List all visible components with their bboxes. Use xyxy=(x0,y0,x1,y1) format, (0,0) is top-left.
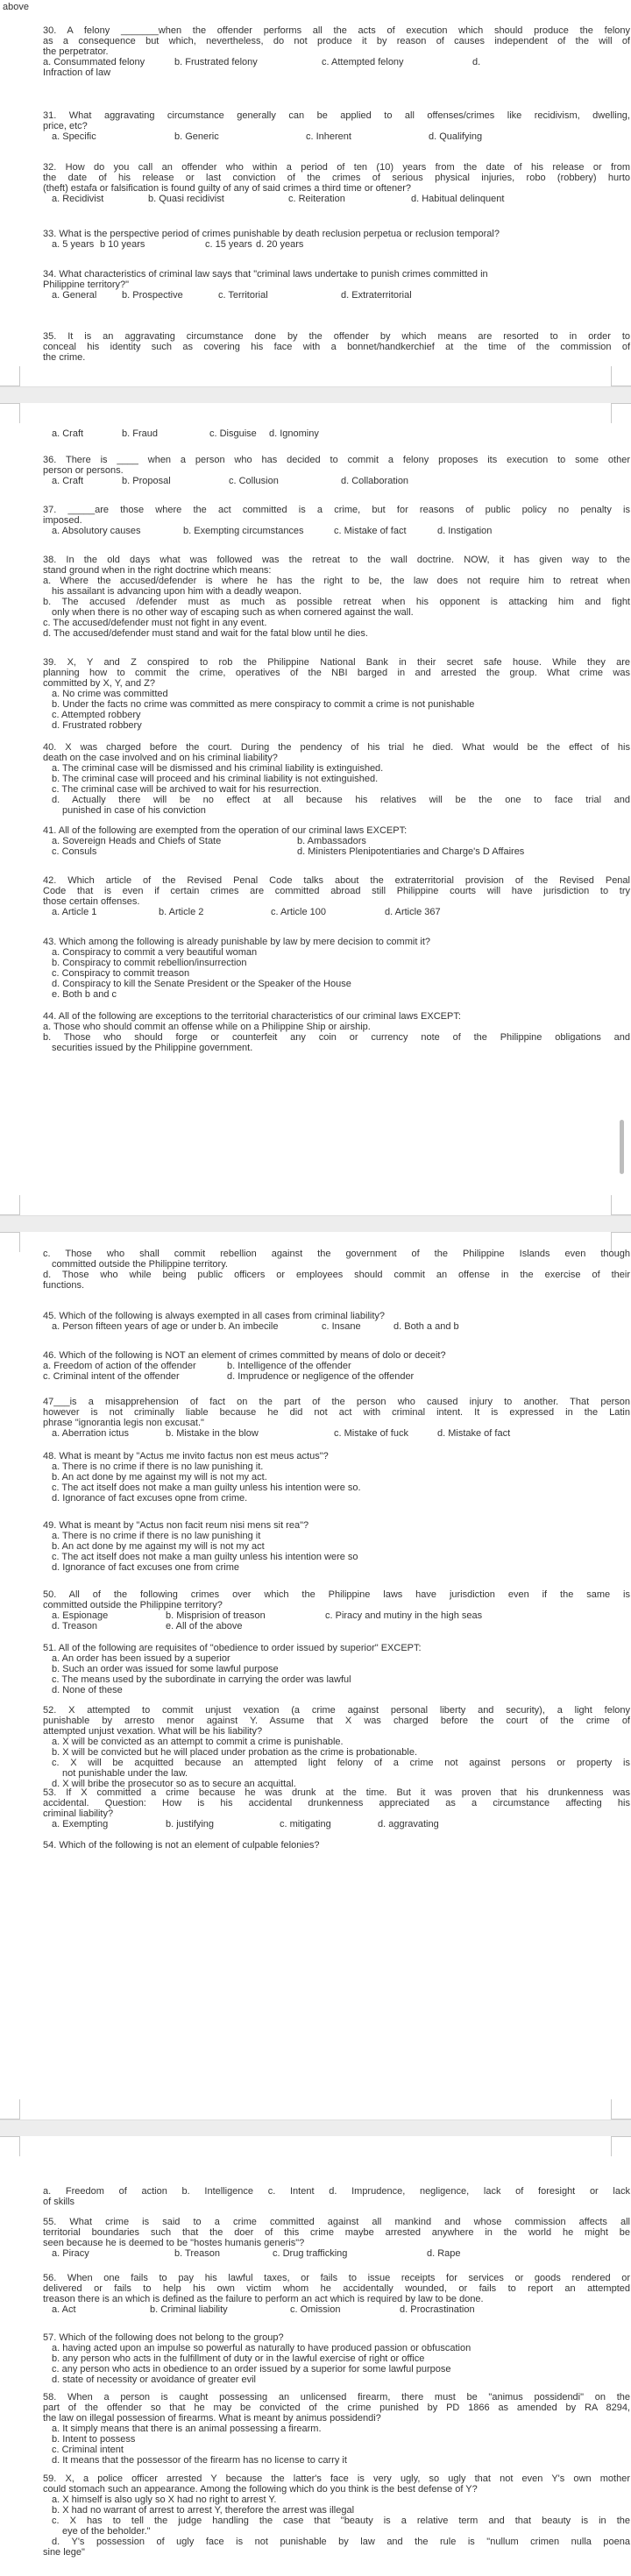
question-30 xyxy=(43,25,630,78)
question-57 xyxy=(43,2332,630,2385)
question-text: criminal liability? xyxy=(43,1808,114,1819)
option-b[interactable]: b. Frustrated felony xyxy=(174,57,258,67)
page-corner-mark xyxy=(611,2099,631,2120)
option-e[interactable]: e. All of the above xyxy=(166,1621,243,1631)
option-a-cont[interactable]: his assailant is advancing upon him with a deadly weapon. xyxy=(52,586,301,597)
question-32 xyxy=(43,162,630,204)
option-a[interactable]: a. There is no crime if there is no law punishing it xyxy=(52,1531,261,1541)
question-text: 45. Which of the following is always exempted in all cases from criminal liability? xyxy=(43,1311,386,1321)
question-48 xyxy=(43,1451,630,1504)
option-a[interactable]: a. Sovereign Heads and Chiefs of State xyxy=(52,836,222,846)
option-c[interactable]: c. The means used by the subordinate in carrying the order was lawful xyxy=(52,1674,351,1685)
option-c[interactable]: c. Attempted felony xyxy=(322,57,404,67)
question-text: delivered or fails to help his own victim whom he accidentally wounded, or fails to report an attempted xyxy=(43,2283,630,2294)
question-44 xyxy=(43,1011,630,1053)
option-b[interactable]: b. Fraud xyxy=(122,428,158,439)
option-c[interactable]: c. any person who acts in obedience to an order issued by a superior for some lawful purpose xyxy=(52,2364,451,2374)
page-corner-mark xyxy=(0,2099,20,2120)
option-d[interactable]: d. Both a and b xyxy=(393,1321,459,1332)
option-b[interactable]: b. Conspiracy to commit rebellion/insurrection xyxy=(52,958,247,968)
question-text: 52. X attempted to commit unjust vexation (a crime against personal liberty and security), a light felony xyxy=(43,1705,630,1716)
option-c[interactable]: c. The act itself does not make a man guilty unless his intention were so. xyxy=(52,1483,361,1493)
option-b[interactable]: b. An imbecile xyxy=(218,1321,279,1332)
option-d[interactable]: d. Frustrated robbery xyxy=(52,720,142,731)
question-49 xyxy=(43,1520,630,1573)
question-text: imposed. xyxy=(43,515,82,526)
option-b[interactable]: b. Proposal xyxy=(122,476,171,486)
option-c[interactable]: c. The act itself does not make a man guilty unless his intention were so xyxy=(52,1552,358,1562)
question-52 xyxy=(43,1705,630,1789)
scrollbar-thumb[interactable] xyxy=(620,1120,624,1174)
option-c-cont[interactable]: committed outside the Philippine territory. xyxy=(52,1259,228,1270)
page-4 xyxy=(0,2136,631,2576)
question-text: attempted unjust vexation. What will be his liability? xyxy=(43,1726,263,1737)
question-37 xyxy=(43,505,630,536)
question-text: 44. All of the following are exceptions to the territorial characteristics of our criminal laws EXCEPT: xyxy=(43,1011,461,1022)
question-54-options xyxy=(43,2186,630,2207)
option-d[interactable]: d. Rape xyxy=(427,2248,461,2259)
option-a[interactable]: a. General xyxy=(52,290,97,301)
option-d[interactable]: d. Article 367 xyxy=(385,907,441,917)
option-a[interactable]: a. X himself is also ugly so X had no right to arrest Y. xyxy=(52,2495,277,2505)
page-separator xyxy=(0,386,631,404)
option-d[interactable]: d. Mistake of fact xyxy=(437,1428,511,1439)
question-text: 36. There is ____ when a person who has decided to commit a felony proposes its execution to some other xyxy=(43,455,630,465)
option-c[interactable]: c. Mistake of fact xyxy=(334,526,407,536)
question-46 xyxy=(43,1350,630,1382)
option-b[interactable]: b. Quasi recidivist xyxy=(148,194,224,204)
question-47 xyxy=(43,1397,630,1439)
question-42 xyxy=(43,875,630,917)
option-b[interactable]: b. X will be convicted but he will placed under probation as the crime is probationable. xyxy=(52,1747,418,1758)
question-text: 59. X, a police officer arrested Y because the latter's face is very ugly, so ugly that not even Y's own mother xyxy=(43,2473,630,2484)
question-43 xyxy=(43,937,630,1000)
question-text: 35. It is an aggravating circumstance done by the offender by which means are resorted to in order to xyxy=(43,331,630,342)
question-text: Philippine territory?" xyxy=(43,280,130,290)
option-a[interactable]: a. Those who should commit an offense while on a Philippine Ship or airship. xyxy=(43,1022,371,1032)
option-b[interactable]: b. An act done by me against my will is not my act. xyxy=(52,1472,267,1483)
question-text: 34. What characteristics of criminal law says that "criminal laws undertake to punish crimes committed in xyxy=(43,269,488,280)
text-line: above xyxy=(3,2,29,12)
option-d[interactable]: d. Procrastination xyxy=(400,2304,475,2315)
question-31 xyxy=(43,110,630,142)
question-text: death on the case involved and on his criminal liability? xyxy=(43,753,278,763)
option-b[interactable]: b. The criminal case will proceed and his criminal liability is not extinguished. xyxy=(52,774,379,784)
options-line[interactable]: a. Freedom of action b. Intelligence c. Intent d. Imprudence, negligence, lack of foresight or lack xyxy=(43,2186,630,2197)
page-corner-mark xyxy=(0,1195,20,1215)
option-c[interactable]: c. Omission xyxy=(290,2304,341,2315)
question-text: 33. What is the perspective period of crimes punishable by death reclusion perpetua or reclusion temporal? xyxy=(43,229,500,239)
option-d[interactable]: d. Qualifying xyxy=(429,131,483,142)
question-text: price, etc? xyxy=(43,121,88,131)
option-a[interactable]: a. Aberration ictus xyxy=(52,1428,130,1439)
option-d[interactable]: d. Ignorance of fact excuses one from crime xyxy=(52,1562,239,1573)
option-d[interactable]: d. Collaboration xyxy=(341,476,409,486)
option-e[interactable]: e. Both b and c xyxy=(52,989,117,1000)
question-text: 53. If X committed a crime because he was drunk at the time. But it was proven that his drunkenness was xyxy=(43,1787,630,1798)
option-b[interactable]: b. The accused /defender must as much as possible retreat when his opponent is attacking him and fight xyxy=(43,597,630,607)
option-b-cont[interactable]: only when there is no other way of escaping such as when cornered against the wall. xyxy=(52,607,414,618)
option-a[interactable]: a. X will be convicted as an attempt to commit a crime is punishable. xyxy=(52,1737,344,1747)
option-c[interactable]: c. Inherent xyxy=(306,131,351,142)
option-b[interactable]: b. Treason xyxy=(174,2248,220,2259)
option-d[interactable]: d. The accused/defender must stand and wait for the fatal blow until he dies. xyxy=(43,628,368,639)
option-b[interactable]: b. Criminal liability xyxy=(150,2304,228,2315)
option-c[interactable]: c. The criminal case will be archived to wait for his resurrection. xyxy=(52,784,322,795)
option-c[interactable]: c. mitigating xyxy=(280,1819,331,1829)
question-text: 31. What aggravating circumstance generally can be applied to all offenses/crimes like recidivism, dwelling, xyxy=(43,110,630,121)
option-a[interactable]: a. Consummated felony xyxy=(43,57,145,67)
option-a[interactable]: a. Person fifteen years of age or under xyxy=(52,1321,216,1332)
question-text: committed by X, Y, and Z? xyxy=(43,678,155,689)
option-b[interactable]: b. Exempting circumstances xyxy=(183,526,304,536)
option-b[interactable]: b. Misprision of treason xyxy=(166,1610,266,1621)
question-text: seen because he is deemed to be "hostes humanis generis"? xyxy=(43,2238,305,2248)
option-b[interactable]: b. An act done by me against my will is not my act xyxy=(52,1541,265,1552)
option-d[interactable]: d. Conspiracy to kill the Senate President or the Speaker of the House xyxy=(52,979,351,989)
option-d-text[interactable]: Infraction of law xyxy=(43,67,111,78)
option-b[interactable]: b. any person who acts in the fulfillment of duty or in the lawful exercise of right or office xyxy=(52,2353,425,2364)
option-b[interactable]: b. Generic xyxy=(174,131,219,142)
option-b[interactable]: b. Prospective xyxy=(122,290,183,301)
question-35-options xyxy=(43,428,630,439)
option-a[interactable]: a. Exempting xyxy=(52,1819,109,1829)
page-3 xyxy=(0,1232,631,2119)
question-text: 51. All of the following are requisites of "obedience to order issued by superior" EXCEPT: xyxy=(43,1643,422,1653)
question-text: as a consequence but which, nevertheless, do not produce it by reason of causes independent of the will of xyxy=(43,36,630,46)
option-a[interactable]: a. Espionage xyxy=(52,1610,109,1621)
question-text: Code that is even if certain crimes are committed abroad still Philippine courts will have jurisdiction to try xyxy=(43,886,630,896)
question-text: 42. Which article of the Revised Penal Code talks about the extraterritorial provision of the Revised Penal xyxy=(43,875,630,886)
question-50 xyxy=(43,1589,630,1631)
option-a[interactable]: a. Craft xyxy=(52,428,84,439)
page-corner-mark xyxy=(0,403,20,423)
option-c[interactable]: c. Criminal intent of the offender xyxy=(43,1371,180,1382)
question-text: 37. _____are those where the act committed is a crime, but for reasons of public policy no penalty is xyxy=(43,505,630,515)
option-c[interactable]: c. Collusion xyxy=(229,476,279,486)
question-59 xyxy=(43,2473,630,2558)
question-text: 58. When a person is caught possessing an unlicensed firearm, there must be "animus possidendi" on the xyxy=(43,2392,630,2403)
option-d[interactable]: d. It means that the possessor of the firearm has no license to carry it xyxy=(52,2455,347,2466)
option-a[interactable]: a. 5 years xyxy=(52,239,95,250)
question-text: 40. X was charged before the court. During the pendency of his trial he died. What would be the effect of his xyxy=(43,742,630,753)
option-c[interactable]: c. Territorial xyxy=(218,290,268,301)
option-b[interactable]: b. Intelligence of the offender xyxy=(227,1361,351,1371)
option-c[interactable]: c. 15 years xyxy=(205,239,252,250)
question-text: 38. In the old days what was followed was the retreat to the wall doctrine. NOW, it has given way to the xyxy=(43,555,630,565)
option-c-cont[interactable]: not punishable under the law. xyxy=(62,1768,188,1779)
question-text: (theft) estafa or falsification is found guilty of any of said crimes a third time or oftener? xyxy=(43,183,412,194)
question-33 xyxy=(43,229,630,250)
option-a[interactable]: a. No crime was committed xyxy=(52,689,168,699)
option-a[interactable]: a. Piracy xyxy=(52,2248,89,2259)
question-text: 39. X, Y and Z conspired to rob the Philippine National Bank in their secret safe house. While they are xyxy=(43,657,630,668)
question-text: the perpetrator. xyxy=(43,46,109,57)
option-d[interactable]: d. Extraterritorial xyxy=(341,290,412,301)
option-a[interactable]: a. Absolutory causes xyxy=(52,526,141,536)
option-b[interactable]: b. Mistake in the blow xyxy=(166,1428,259,1439)
option-a[interactable]: a. Conspiracy to commit a very beautiful woman xyxy=(52,947,258,958)
option-a[interactable]: a. Freedom of action of the offender xyxy=(43,1361,196,1371)
option-d[interactable]: d. aggravating xyxy=(378,1819,439,1829)
question-55 xyxy=(43,2217,630,2259)
option-b[interactable]: b. Those who should forge or counterfeit any coin or currency note of the Philippine obligations and xyxy=(43,1032,630,1043)
question-text: committed outside the Philippine territory? xyxy=(43,1600,223,1610)
option-a[interactable]: a. Where the accused/defender is where he has the right to be, the law does not require him to retreat when xyxy=(43,576,630,586)
option-a[interactable]: a. The criminal case will be dismissed and his criminal liability is extinguished. xyxy=(52,763,384,774)
option-d-cont[interactable]: functions. xyxy=(43,1280,85,1291)
option-b[interactable]: b. Ambassadors xyxy=(297,836,366,846)
option-c[interactable]: c. Insane xyxy=(322,1321,361,1332)
page-corner-mark xyxy=(611,1195,631,1215)
question-text: territorial boundaries such that the doer of this crime maybe arrested anywhere in the world he might be xyxy=(43,2227,630,2238)
question-38 xyxy=(43,555,630,639)
page-corner-mark xyxy=(0,2136,20,2156)
option-c[interactable]: c. Article 100 xyxy=(271,907,326,917)
question-text: however is not criminally liable because he did not act with criminal intent. It is expressed in the Latin xyxy=(43,1407,630,1418)
option-a[interactable]: a. Recidivist xyxy=(52,194,104,204)
question-text: 55. What crime is said to a crime committed against all mankind and whose commission affects all xyxy=(43,2217,630,2227)
option-c[interactable]: c. Reiteration xyxy=(288,194,345,204)
option-d[interactable]: d. Actually there will be no effect at all because his relatives will be the one to face trial and xyxy=(52,795,630,805)
question-text: the crime. xyxy=(43,352,86,363)
question-54 xyxy=(43,1840,630,1851)
option-c[interactable]: c. X will be acquitted because an attempted light felony of a crime not against persons or property is xyxy=(52,1758,630,1768)
option-a[interactable]: a. Craft xyxy=(52,476,84,486)
option-d[interactable]: d. Instigation xyxy=(437,526,493,536)
option-c[interactable]: c. Mistake of fuck xyxy=(334,1428,408,1439)
question-text: 49. What is meant by "Actus non facit reum nisi mens sit rea"? xyxy=(43,1520,309,1531)
question-text: treason there is an which is defined as the failure to perform an act which is required by law to be done. xyxy=(43,2294,484,2304)
option-c[interactable]: c. Those who shall commit rebellion against the government of the Philippine Islands even though xyxy=(43,1249,630,1259)
option-d[interactable]: d. Those who while being public officers or employees should commit an offense in the exercise of their xyxy=(43,1270,630,1280)
question-35 xyxy=(43,331,630,363)
question-text: those certain offenses. xyxy=(43,896,140,907)
question-text: person or persons. xyxy=(43,465,124,476)
option-b[interactable]: b. Intent to possess xyxy=(52,2434,136,2445)
page-corner-mark xyxy=(611,2136,631,2156)
question-fragment xyxy=(3,2,590,12)
option-c[interactable]: c. Consuls xyxy=(52,846,97,857)
page-corner-mark xyxy=(0,1232,20,1252)
option-d[interactable]: d. Imprudence or negligence of the offender xyxy=(227,1371,415,1382)
option-a[interactable]: a. having acted upon an impulse so powerful as naturally to have produced passion or obfuscation xyxy=(52,2343,471,2353)
option-d[interactable]: d. Treason xyxy=(52,1621,97,1631)
option-d-cont[interactable]: sine lege" xyxy=(43,2547,85,2558)
question-text: 47___is a misapprehension of fact on the part of the person who caused injury to another. That person xyxy=(43,1397,630,1407)
option-a[interactable]: a. An order has been issued by a superior xyxy=(52,1653,230,1664)
page-separator xyxy=(0,1215,631,1233)
question-34 xyxy=(43,269,630,301)
option-d[interactable]: d. Ministers Plenipotentiaries and Charge's D Affaires xyxy=(297,846,525,857)
option-b[interactable]: b. Under the facts no crime was committed as mere conspiracy to commit a crime is not punishable xyxy=(52,699,475,710)
question-51 xyxy=(43,1643,630,1695)
option-c[interactable]: c. Disguise xyxy=(209,428,257,439)
question-56 xyxy=(43,2273,630,2315)
option-a[interactable]: a. It simply means that there is an animal possessing a firearm. xyxy=(52,2424,322,2434)
option-c[interactable]: c. X has to tell the judge handling the case that "beauty is a relative term and that beauty is in the xyxy=(52,2516,630,2526)
option-c[interactable]: c. Criminal intent xyxy=(52,2445,124,2455)
option-c[interactable]: c. Drug trafficking xyxy=(273,2248,348,2259)
option-b[interactable]: b. Such an order was issued for some lawful purpose xyxy=(52,1664,279,1674)
option-d[interactable]: d. Habitual delinquent xyxy=(411,194,505,204)
option-d[interactable]: d. Ignominy xyxy=(269,428,319,439)
option-a[interactable]: a. Specific xyxy=(52,131,96,142)
option-d[interactable]: d. X will bribe the prosecutor so as to secure an acquittal. xyxy=(52,1779,296,1789)
option-b[interactable]: b 10 years xyxy=(100,239,145,250)
option-d-cont[interactable]: punished in case of his conviction xyxy=(62,805,206,816)
question-text: the law on illegal possession of firearms. What is meant by animus possidendi? xyxy=(43,2413,381,2424)
option-c[interactable]: c. Conspiracy to commit treason xyxy=(52,968,190,979)
option-b[interactable]: b. Article 2 xyxy=(159,907,204,917)
option-c[interactable]: c. Piracy and mutiny in the high seas xyxy=(325,1610,483,1621)
question-39 xyxy=(43,657,630,731)
page-corner-mark xyxy=(0,366,20,386)
question-58 xyxy=(43,2392,630,2466)
option-a[interactable]: a. There is no crime if there is no law punishing it. xyxy=(52,1461,264,1472)
question-text: 46. Which of the following is NOT an element of crimes committed by means of dolo or deceit? xyxy=(43,1350,446,1361)
page-separator xyxy=(0,2120,631,2137)
option-b-cont[interactable]: securities issued by the Philippine government. xyxy=(52,1043,253,1053)
page-2 xyxy=(0,403,631,1214)
option-c[interactable]: c. Attempted robbery xyxy=(52,710,141,720)
question-text: 56. When one fails to pay his lawful taxes, or fails to issue receipts for services or goods rendered or xyxy=(43,2273,630,2283)
option-b[interactable]: b. justifying xyxy=(166,1819,215,1829)
question-text: conceal his identity such as covering his face with a bonnet/handkerchief at the time of the commission of xyxy=(43,342,630,352)
option-d[interactable]: d. None of these xyxy=(52,1685,123,1695)
question-text: 54. Which of the following is not an element of culpable felonies? xyxy=(43,1840,320,1851)
question-text: the date of his release or last conviction of the crimes of serious physical injuries, robo (robbery) hurto xyxy=(43,173,630,183)
option-d[interactable]: d. Ignorance of fact excuses opne from crime. xyxy=(52,1493,248,1504)
question-text: 30. A felony _______when the offender performs all the acts of execution which should produce the felony xyxy=(43,25,630,36)
question-text: 43. Which among the following is already punishable by law by mere decision to commit it? xyxy=(43,937,431,947)
question-text: planning how to commit the crime, operatives of the NBI barged in and arrested the group. What crime was xyxy=(43,668,630,678)
question-text: 32. How do you call an offender who within a period of ten (10) years from the date of his release or from xyxy=(43,162,630,173)
question-text: 50. All of the following crimes over which the Philippine laws have jurisdiction even if the same is xyxy=(43,1589,630,1600)
page-corner-mark xyxy=(611,403,631,423)
question-text: punishable by arresto menor against Y. Assume that X was charged before the court of the crime of xyxy=(43,1716,630,1726)
question-text: 48. What is meant by "Actus me invito factus non est meus actus"? xyxy=(43,1451,329,1461)
question-45 xyxy=(43,1311,630,1332)
question-text: could stomach such an appearance. Among the following which do you think is the best defense of Y? xyxy=(43,2484,478,2495)
question-text: 41. All of the following are exempted from the operation of our criminal laws EXCEPT: xyxy=(43,825,408,836)
options-line[interactable]: of skills xyxy=(43,2197,75,2207)
question-40 xyxy=(43,742,630,816)
option-a[interactable]: a. Act xyxy=(52,2304,76,2315)
question-44-cont xyxy=(43,1249,630,1291)
option-d[interactable]: d. Y's possession of ugly face is not punishable by law and the rule is "nullum crimen nulla poena xyxy=(52,2537,630,2547)
question-text: part of the offender so that he may be convicted of the crime punished by PD 1866 as amended by RA 8294, xyxy=(43,2403,630,2413)
question-text: phrase "ignorantia legis non excusat." xyxy=(43,1418,204,1428)
question-41 xyxy=(43,825,630,857)
question-text: stand ground when in the right doctrine which means: xyxy=(43,565,272,576)
option-c-cont[interactable]: eye of the beholder." xyxy=(62,2526,151,2537)
question-36 xyxy=(43,455,630,486)
question-text: 57. Which of the following does not belong to the group? xyxy=(43,2332,284,2343)
page-1 xyxy=(0,0,631,386)
option-b[interactable]: b. X had no warrant of arrest to arrest Y, therefore the arrest was illegal xyxy=(52,2505,355,2516)
page-corner-mark xyxy=(611,366,631,386)
option-d[interactable]: d. 20 years xyxy=(256,239,304,250)
option-c[interactable]: c. The accused/defender must not fight in any event. xyxy=(43,618,267,628)
option-d[interactable]: d. state of necessity or avoidance of greater evil xyxy=(52,2374,256,2385)
question-text: accidental. Question: How is his accidental drunkenness appreciated as a circumstance affecting his xyxy=(43,1798,630,1808)
option-d[interactable]: d. xyxy=(472,57,481,67)
option-a[interactable]: a. Article 1 xyxy=(52,907,97,917)
question-53 xyxy=(43,1787,630,1829)
